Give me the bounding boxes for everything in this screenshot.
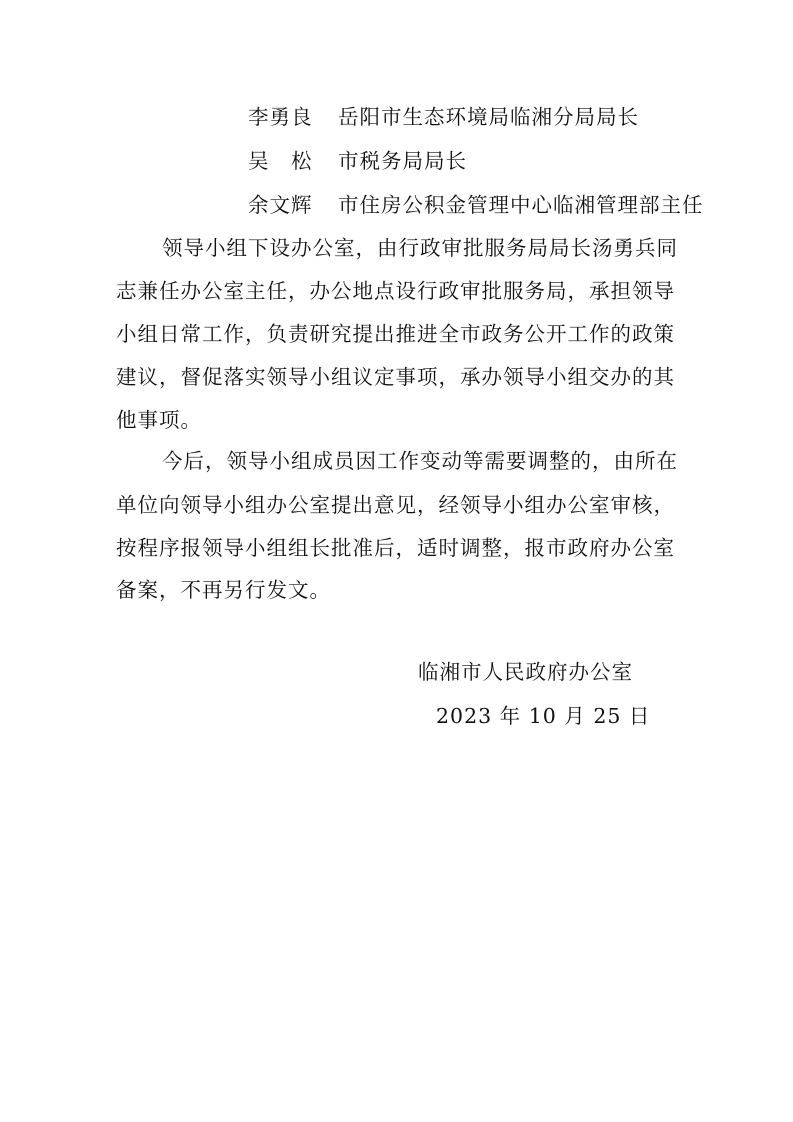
member-title: 市税务局局长 xyxy=(338,149,467,173)
paragraph-line: 志兼任办公室主任，办公地点设行政审批服务局，承担领导 xyxy=(116,279,675,303)
member-name: 余文辉 xyxy=(248,193,313,217)
paragraph-line: 建议，督促落实领导小组议定事项，承办领导小组交办的其 xyxy=(116,365,675,389)
member-row xyxy=(248,189,704,221)
member-row xyxy=(248,101,639,133)
member-name: 李勇良 xyxy=(248,105,313,129)
paragraph-line: 今后，领导小组成员因工作变动等需要调整的，由所在 xyxy=(162,449,678,473)
signature-date: 2023 年 10 月 25 日 xyxy=(436,704,651,728)
paragraph-line: 按程序报领导小组组长批准后，适时调整，报市政府办公室 xyxy=(116,536,675,560)
paragraph-line: 小组日常工作，负责研究提出推进全市政务公开工作的政策 xyxy=(116,322,675,346)
member-title: 市住房公积金管理中心临湘管理部主任 xyxy=(338,193,704,217)
paragraph-line: 单位向领导小组办公室提出意见，经领导小组办公室审核， xyxy=(116,493,675,517)
paragraph-line: 领导小组下设办公室，由行政审批服务局局长汤勇兵同 xyxy=(162,236,678,260)
member-row xyxy=(248,145,467,177)
paragraph-line: 备案，不再另行发文。 xyxy=(116,578,331,602)
member-title: 岳阳市生态环境局临湘分局局长 xyxy=(338,105,639,129)
signature-organization: 临湘市人民政府办公室 xyxy=(418,660,633,684)
paragraph-line: 他事项。 xyxy=(116,408,202,432)
member-name: 吴 松 xyxy=(248,149,313,173)
